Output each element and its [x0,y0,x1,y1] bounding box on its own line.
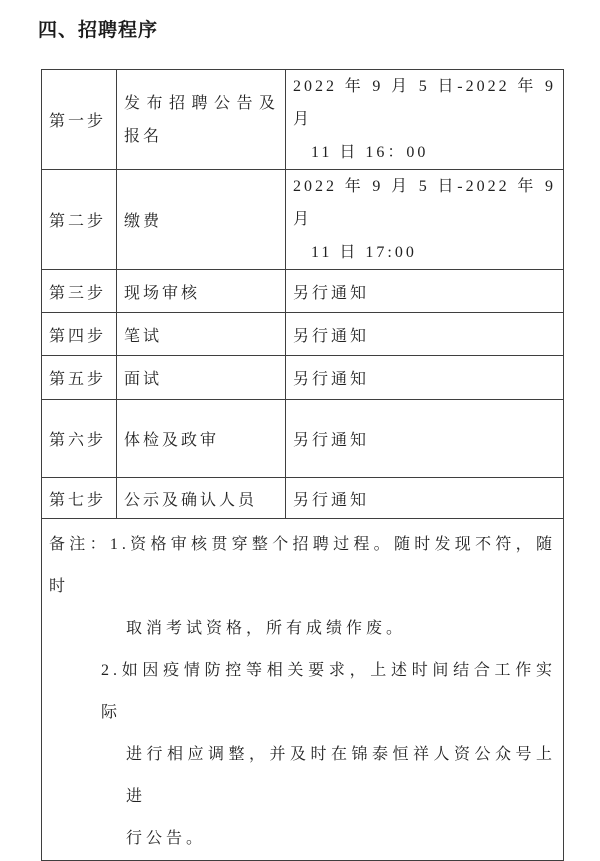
item-cell [117,356,286,400]
table-row-step2 [42,170,564,270]
time-text: 11 日 16：00 [311,144,429,161]
note-line [49,524,556,608]
note-text: 如因疫情防控等相关要求，上述时间结合工作实际 [101,662,556,721]
step-label: 第二步 [49,213,107,230]
step-label: 第七步 [49,491,107,509]
step-label: 第四步 [49,327,107,345]
item-text: 报名 [124,127,163,145]
notes-cell [42,519,564,861]
item-cell [117,478,286,519]
step-cell [42,356,117,400]
time-cell [286,313,564,356]
time-cell [286,70,564,170]
step-label: 第三步 [49,284,107,302]
recruitment-steps-table [41,69,564,861]
step-cell [42,478,117,519]
page-title: 四、招聘程序 [38,20,159,41]
table-row-step4 [42,313,564,356]
time-cell [286,356,564,400]
note-text: 资格审核贯穿整个招聘过程。随时发现不符，随时 [49,536,556,595]
time-text: 2022 年 9 月 5 日-2022 年 9 月 [293,78,556,128]
item-cell [117,400,286,478]
note-line: 取消考试资格，所有成绩作废。 [126,620,407,637]
table-row-step7 [42,478,564,519]
time-cell [286,400,564,478]
item-cell [117,313,286,356]
item-text: 现场审核 [124,284,201,302]
item-text: 面试 [124,371,163,388]
step-cell [42,400,117,478]
note-line [101,650,556,734]
step-label: 第一步 [49,113,107,130]
step-cell [42,270,117,313]
item-text: 发布招聘公告及 [124,94,278,112]
item-cell [117,70,286,170]
note-number: 1. [109,536,130,553]
time-text: 11 日 17:00 [311,244,417,261]
item-text: 公示及确认人员 [124,491,258,509]
time-text: 另行通知 [293,371,370,388]
notes-label: 备注： [49,536,110,553]
step-cell [42,170,117,270]
step-label: 第五步 [49,371,107,388]
time-cell [286,270,564,313]
table-row-notes [42,519,564,861]
note-line: 进行相应调整，并及时在锦泰恒祥人资公众号上进 [126,746,556,805]
step-cell [42,313,117,356]
time-text: 2022 年 9 月 5 日-2022 年 9 月 [293,178,556,228]
step-label: 第六步 [49,432,107,449]
step-cell [42,70,117,170]
time-text: 另行通知 [293,284,370,302]
time-text: 另行通知 [293,491,370,509]
table-row-step5 [42,356,564,400]
table-row-step6 [42,400,564,478]
time-text: 另行通知 [293,327,370,345]
item-text: 缴费 [124,213,163,230]
table-row-step1 [42,70,564,170]
table-row-step3 [42,270,564,313]
time-cell [286,478,564,519]
time-text: 另行通知 [293,432,370,449]
item-text: 体检及政审 [124,432,220,449]
item-cell [117,170,286,270]
item-text: 笔试 [124,327,163,345]
item-cell [117,270,286,313]
time-cell [286,170,564,270]
note-line: 行公告。 [126,830,207,847]
note-number: 2. [101,662,121,679]
